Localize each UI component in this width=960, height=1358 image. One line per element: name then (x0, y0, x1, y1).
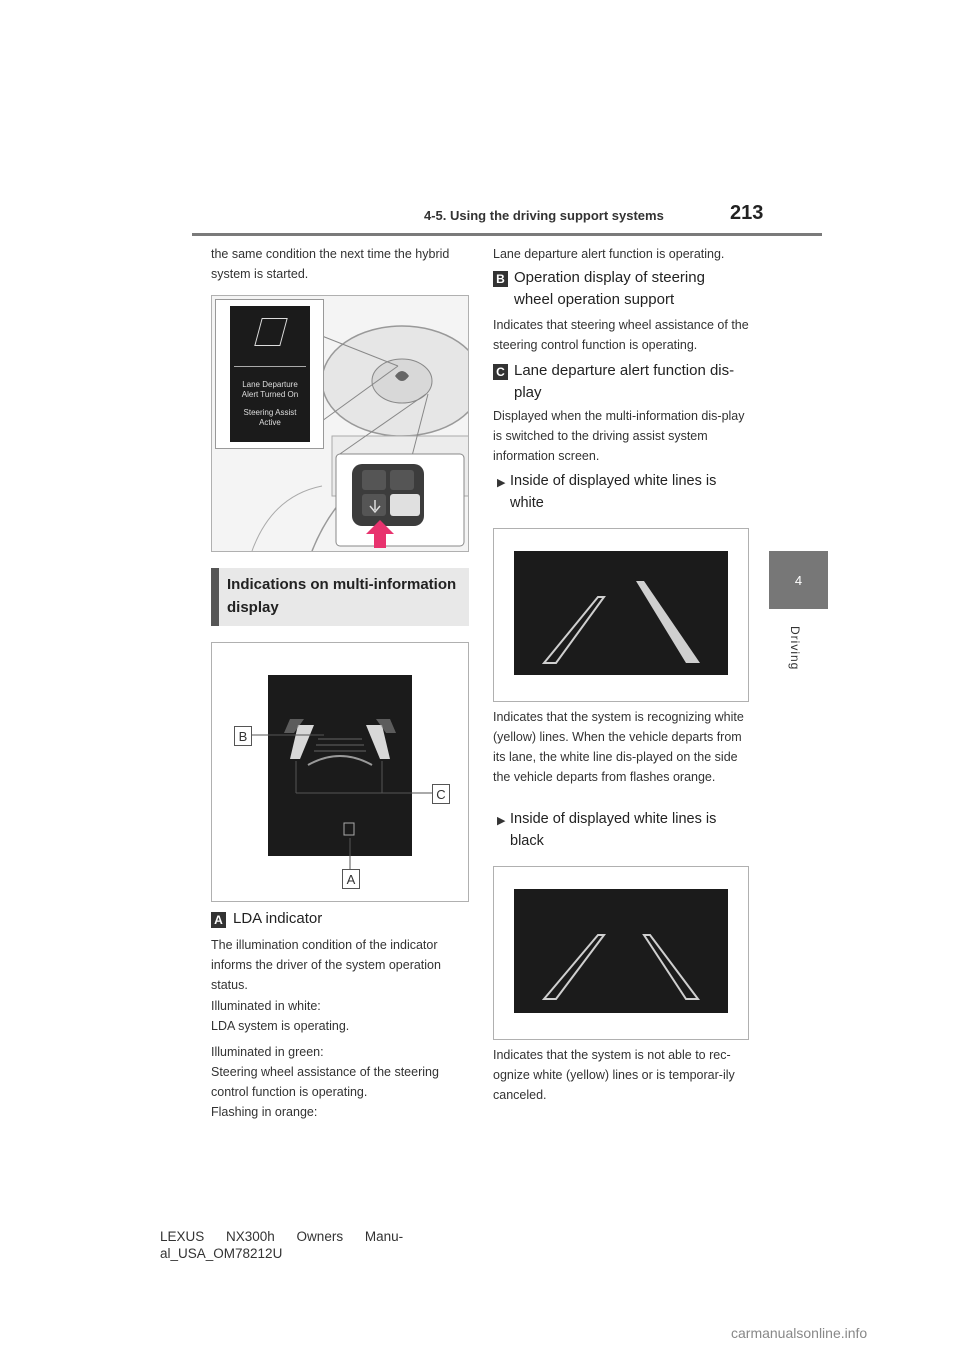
screen-divider (234, 366, 306, 367)
lines-white-graphic (514, 551, 728, 675)
label-c: C (432, 784, 450, 804)
label-b: B (234, 726, 252, 746)
mid-figure (211, 642, 469, 902)
lines-white-screen (514, 551, 728, 675)
bullet-marker-1: ▶ (497, 477, 506, 489)
item-c-marker: C (493, 364, 508, 380)
white-heading: Illuminated in white: (211, 999, 321, 1013)
lines-black-figure (493, 866, 749, 1040)
orange-body: Lane departure alert function is operating. (493, 247, 725, 261)
bullet-marker-2: ▶ (497, 815, 506, 827)
item-a-marker: A (211, 912, 226, 928)
item-a-description: The illumination condition of the indicator informs the driver of the system operation status. (211, 938, 441, 992)
callout-lines (212, 643, 468, 901)
chapter-label: Driving (788, 626, 802, 671)
screen-line-3: Steering Assist (243, 408, 297, 417)
chapter-tab (769, 551, 828, 609)
footer (160, 1228, 403, 1262)
header-rule (192, 233, 822, 236)
screen-line-2: Alert Turned On (241, 390, 299, 399)
intro-text: the same condition the next time the hybrid system is started. (211, 247, 450, 281)
label-a: A (342, 869, 360, 889)
mid-screen (230, 306, 310, 442)
mid-screen-inset (215, 299, 324, 449)
screen-line-1: Lane Departure (242, 380, 298, 389)
orange-heading: Flashing in orange: (211, 1105, 318, 1119)
item-b-marker: B (493, 271, 508, 287)
section-title: 4-5. Using the driving support systems (424, 208, 664, 223)
chapter-number: 4 (794, 572, 803, 588)
lines-black-screen (514, 889, 728, 1013)
item-c-description: Displayed when the multi-information dis-play is switched to the driving assist system information screen. (493, 409, 745, 463)
white-body: LDA system is operating. (211, 1019, 350, 1033)
bullet-2-description: Indicates that the system is not able to rec-ognize white (yellow) lines or is temporar-ily canceled. (493, 1048, 735, 1102)
item-b-description: Indicates that steering wheel assistance of the steering control function is operating. (493, 318, 749, 352)
item-c-title: Lane departure alert function dis-play (514, 362, 735, 401)
dashboard-figure (211, 295, 469, 552)
bullet-2: Inside of displayed white lines is black (510, 811, 717, 849)
section-heading: Indications on multi-information display (211, 568, 469, 626)
item-a-title: LDA indicator (233, 910, 323, 927)
bullet-1: Inside of displayed white lines is white (510, 473, 717, 511)
screen-line-4: Active (259, 418, 281, 427)
footer-line-1: LEXUS NX300h Owners Manu- (160, 1229, 404, 1244)
lines-black-graphic (514, 889, 728, 1013)
page-number: 213 (730, 202, 764, 224)
screen-message (230, 380, 310, 428)
lines-white-figure (493, 528, 749, 702)
watermark[interactable]: carmanualsonline.info (731, 1325, 868, 1341)
green-body: Steering wheel assistance of the steering control function is operating. (211, 1065, 439, 1099)
green-heading: Illuminated in green: (211, 1045, 324, 1059)
bullet-1-description: Indicates that the system is recognizing white (yellow) lines. When the vehicle departs from its lane, the white line dis-played on the side the vehicle departs from flashes orange. (493, 710, 744, 784)
item-b-title: Operation display of steering wheel operation support (514, 269, 705, 308)
footer-line-2: al_USA_OM78212U (160, 1246, 283, 1261)
lda-icon (254, 318, 288, 346)
